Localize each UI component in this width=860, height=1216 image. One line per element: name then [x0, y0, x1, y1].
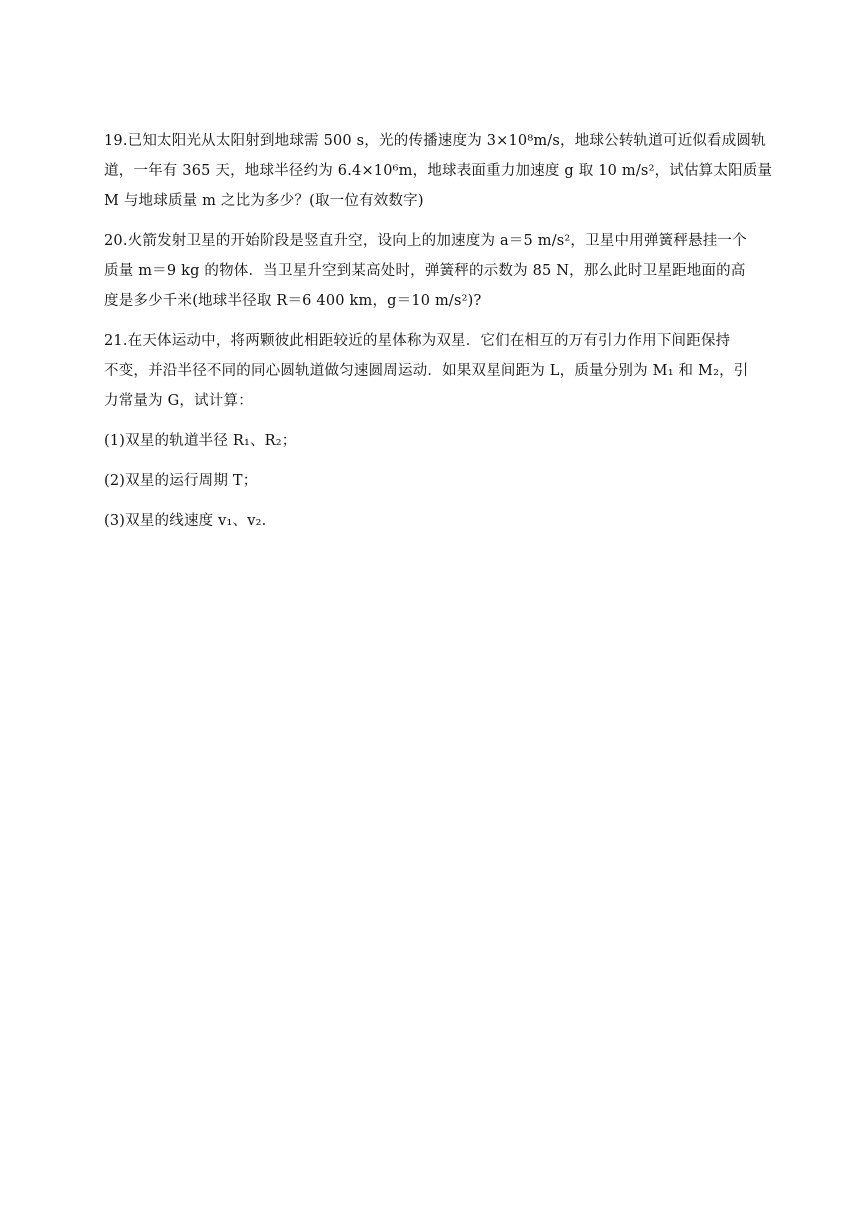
question-19-line-3: M 与地球质量 m 之比为多少？(取一位有效数字) — [104, 193, 424, 209]
question-21-part-3 — [104, 506, 760, 536]
question-21-line-3: 力常量为 G，试计算： — [104, 393, 253, 409]
question-21-part-2-text: (2)双星的运行周期 T； — [104, 473, 258, 489]
question-21-line-2: 不变，并沿半径不同的同心圆轨道做匀速圆周运动．如果双星间距为 L，质量分别为 M₁ 和 M₂，引 — [104, 363, 749, 379]
question-20-line-2: 质量 m＝9 kg 的物体．当卫星升空到某高处时，弹簧秤的示数为 85 N，那么此时卫星距地面的高 — [104, 263, 746, 279]
question-21-part-2 — [104, 466, 760, 496]
question-21-part-1-text: (1)双星的轨道半径 R₁、R₂； — [104, 433, 297, 449]
question-19 — [104, 126, 773, 216]
question-20-line-1: 20.火箭发射卫星的开始阶段是竖直升空，设向上的加速度为 a＝5 m/s²，卫星中用弹簧秤悬挂一个 — [104, 233, 747, 249]
question-list — [104, 126, 773, 546]
question-21-line-1: 21.在天体运动中，将两颗彼此相距较近的星体称为双星．它们在相互的万有引力作用下间距保持 — [104, 333, 731, 349]
question-19-line-1: 19.已知太阳光从太阳射到地球需 500 s，光的传播速度为 3×10⁸m/s，地球公转轨道可近似看成圆轨 — [104, 133, 766, 149]
question-19-line-2: 道，一年有 365 天，地球半径约为 6.4×10⁶m，地球表面重力加速度 g 取 10 m/s²，试估算太阳质量 — [104, 163, 773, 179]
question-20 — [104, 226, 760, 316]
question-20-line-3: 度是多少千米(地球半径取 R＝6 400 km，g＝10 m/s²)? — [104, 293, 482, 309]
question-21-part-3-text: (3)双星的线速度 v₁、v₂. — [104, 513, 267, 529]
question-21 — [104, 326, 760, 416]
question-21-part-1 — [104, 426, 760, 456]
